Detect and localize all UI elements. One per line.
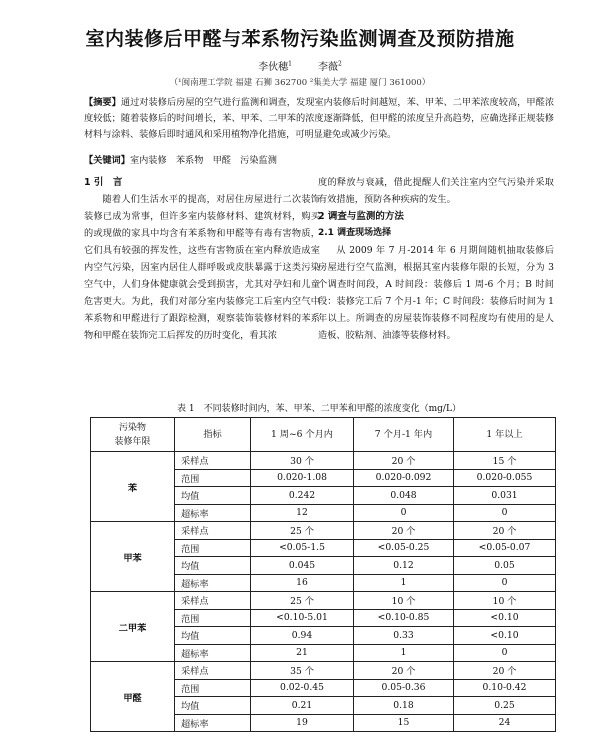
value-cell: 0.02-0.45 [251, 679, 354, 697]
value-cell: 25 个 [251, 522, 354, 540]
right-column [318, 174, 554, 344]
value-cell: 0 [454, 574, 556, 592]
paper-title: 室内装修后甲醛与苯系物污染监测调查及预防措施 [85, 28, 515, 50]
indicator-cell: 采样点 [175, 452, 251, 470]
value-cell: 15 [354, 714, 454, 732]
corner-pollutant-label: 污染物 [118, 422, 146, 433]
keywords-label: 【关键词】 [84, 155, 130, 166]
table-row [91, 592, 556, 610]
value-cell: <0.05-1.5 [251, 539, 354, 557]
value-cell: 16 [251, 574, 354, 592]
value-cell: <0.10 [454, 627, 556, 645]
value-cell: 0 [354, 504, 454, 522]
value-cell: 0.12 [354, 557, 454, 575]
author-2-sup: 2 [338, 60, 342, 68]
value-cell: 0.33 [354, 627, 454, 645]
value-cell: 0 [454, 504, 556, 522]
indicator-cell: 均值 [175, 557, 251, 575]
keywords-text: 室内装修 苯系物 甲醛 污染监测 [129, 155, 277, 166]
value-cell: 0.05-0.36 [354, 679, 454, 697]
value-cell: 0.020-0.055 [454, 469, 556, 487]
value-cell: 10 个 [354, 592, 454, 610]
indicator-cell: 超标率 [175, 504, 251, 522]
value-cell: 12 [251, 504, 354, 522]
value-cell: 15 个 [454, 452, 556, 470]
left-column [84, 174, 320, 344]
concentration-table [90, 417, 556, 732]
value-cell: 35 个 [251, 662, 354, 680]
section-2-1-paragraph: 从 2009 年 7 月-2014 年 6 月期间随机抽取装修后房屋进行空气监测，根据其室内装修年限的长短，分为 3 个调查时间段，A 时间段：装修后 1 周-6 个月；B 时间段：装修完工后 7 个月-1 年；C 时间段：装修后时间为 1 年以上。所调查的房屋装饰装修不同程度均有使用的是人造板、胶粘剂、油漆等装修材料。 [318, 245, 554, 341]
value-cell: <0.05-0.07 [454, 539, 556, 557]
value-cell: 10 个 [454, 592, 556, 610]
value-cell: <0.10-0.85 [354, 609, 454, 627]
column-header-period-a: 1 周~6 个月内 [251, 418, 354, 452]
value-cell: 1 [354, 574, 454, 592]
value-cell: 0.020-0.092 [354, 469, 454, 487]
pollutant-cell: 甲苯 [91, 522, 175, 592]
column-header-period-b: 7 个月-1 年内 [354, 418, 454, 452]
table-body [91, 452, 556, 732]
value-cell: 0.242 [251, 487, 354, 505]
author-1: 李伙穗 [258, 62, 289, 73]
section-1-continuation: 度的释放与衰减，借此提醒人们关注室内空气污染并采取有效措施，预防各种疾病的发生。 [318, 177, 554, 205]
pollutant-cell: 苯 [91, 452, 175, 522]
indicator-cell: 范围 [175, 679, 251, 697]
column-header-period-c: 1 年以上 [454, 418, 556, 452]
value-cell: 20 个 [454, 662, 556, 680]
indicator-cell: 超标率 [175, 644, 251, 662]
indicator-cell: 均值 [175, 627, 251, 645]
table-corner-header [91, 418, 175, 452]
indicator-cell: 采样点 [175, 592, 251, 610]
section-2-heading: 2 调查与监测的方法 [318, 211, 404, 222]
table-header-row [91, 418, 556, 452]
value-cell: 0 [454, 644, 556, 662]
value-cell: 30 个 [251, 452, 354, 470]
value-cell: <0.05-0.25 [354, 539, 454, 557]
value-cell: 20 个 [354, 522, 454, 540]
indicator-cell: 采样点 [175, 522, 251, 540]
abstract-label: 【摘要】 [84, 97, 121, 108]
value-cell: 24 [454, 714, 556, 732]
value-cell: 0.05 [454, 557, 556, 575]
keywords [84, 152, 554, 166]
indicator-cell: 范围 [175, 609, 251, 627]
value-cell: 20 个 [354, 662, 454, 680]
value-cell: 0.045 [251, 557, 354, 575]
value-cell: <0.10 [454, 609, 556, 627]
table-caption: 表 1 不同装修时间内，苯、甲苯、二甲苯和甲醛的浓度变化（mg/L） [177, 404, 461, 414]
pollutant-cell: 二甲苯 [91, 592, 175, 662]
value-cell: 25 个 [251, 592, 354, 610]
indicator-cell: 采样点 [175, 662, 251, 680]
indicator-cell: 超标率 [175, 714, 251, 732]
author-line [0, 58, 600, 73]
value-cell: 20 个 [354, 452, 454, 470]
value-cell: <0.10-5.01 [251, 609, 354, 627]
value-cell: 0.020-1.08 [251, 469, 354, 487]
indicator-cell: 均值 [175, 487, 251, 505]
table-row [91, 452, 556, 470]
section-1-paragraph: 随着人们生活水平的提高，对居住房屋进行二次装饰装修已成为常事，但许多室内装修材料、建筑材料，购买的或现做的家具中均含有苯系物和甲醛等有毒有害物质，它们具有较强的挥发性，这些有害物质在室内释放造成室内空气污染，因室内居住人群呼吸或皮肤暴露于这类污染空气中，人们身体健康就会受到损害，尤其对孕妇和儿童危害更大。为此，我们对部分室内装修完工后室内空气中苯系物和甲醛进行了跟踪检测，观察装饰装修材料的苯系物和甲醛在装饰完工后挥发的历时变化，看其浓 [84, 194, 320, 341]
value-cell: 0.18 [354, 697, 454, 715]
affiliation: （¹闽南理工学院 福建 石狮 362700 ²集美大学 福建 厦门 361000） [169, 78, 431, 88]
corner-period-label: 装修年限 [114, 436, 151, 447]
abstract-text: 通过对装修后房屋的空气进行监测和调查，发现室内装修后时间越短，苯、甲苯、二甲苯浓度较高，甲醛浓度较低；随着装修后的时间增长，苯、甲苯、二甲苯的浓度逐渐降低，但甲醛的浓度呈升高趋势，应确选择正规装修材料与涂料、装修后即时通风和采用植物净化措施，可明显避免或减少污染。 [84, 97, 555, 140]
indicator-cell: 范围 [175, 539, 251, 557]
abstract [84, 95, 554, 143]
indicator-cell: 范围 [175, 469, 251, 487]
indicator-cell: 超标率 [175, 574, 251, 592]
value-cell: 19 [251, 714, 354, 732]
value-cell: 21 [251, 644, 354, 662]
author-1-sup: 1 [288, 60, 292, 68]
section-2-1-heading: 2.1 调查现场选择 [318, 228, 392, 238]
value-cell: 0.048 [354, 487, 454, 505]
column-header-indicator: 指标 [175, 418, 251, 452]
pollutant-cell: 甲醛 [91, 662, 175, 732]
value-cell: 0.25 [454, 697, 556, 715]
author-2: 李薇 [318, 62, 338, 73]
value-cell: 20 个 [454, 522, 556, 540]
indicator-cell: 均值 [175, 697, 251, 715]
table-row [91, 662, 556, 680]
value-cell: 0.21 [251, 697, 354, 715]
section-1-heading: 1 引 言 [84, 177, 123, 188]
value-cell: 0.10-0.42 [454, 679, 556, 697]
table-row [91, 522, 556, 540]
value-cell: 1 [354, 644, 454, 662]
value-cell: 0.94 [251, 627, 354, 645]
value-cell: 0.031 [454, 487, 556, 505]
